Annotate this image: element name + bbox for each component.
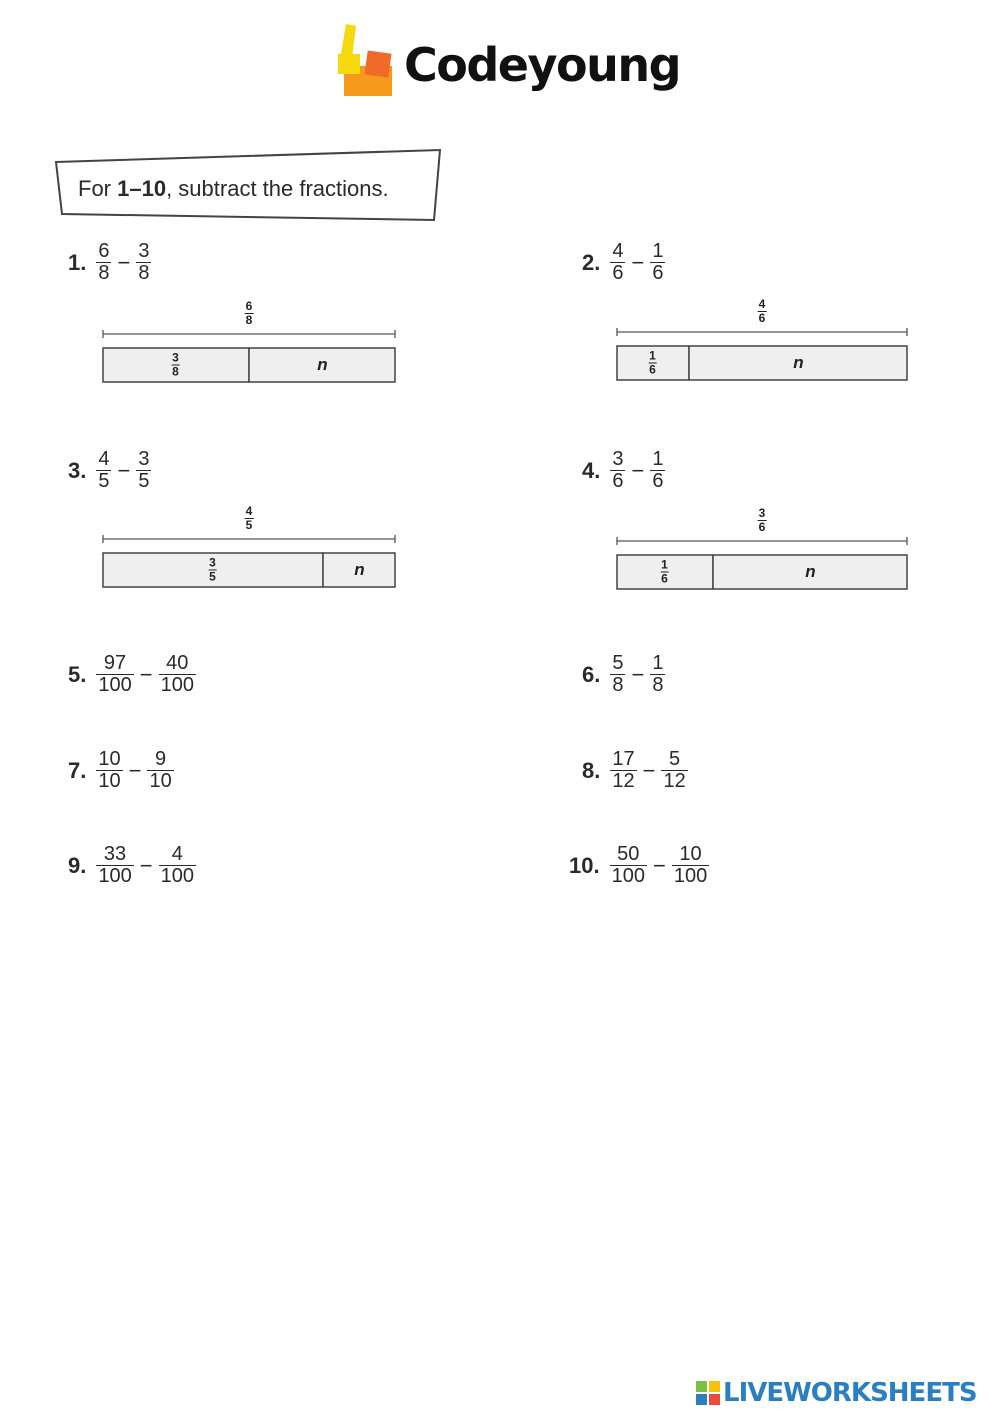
subtrahend-fraction-denominator: 6 [652,470,664,492]
subtrahend-fraction-denominator: 8 [652,674,664,696]
subtrahend-fraction-numerator: 5 [669,748,681,770]
problem-2 [582,241,665,284]
subtrahend-fraction [136,449,151,492]
problem-number: 10. [569,852,600,878]
liveworksheets-footer [695,1377,1000,1411]
minus-sign: − [117,457,131,483]
instruction-banner [54,148,444,223]
subtrahend-fraction [159,844,196,887]
problem-number: 6. [582,661,601,687]
problem-number: 4. [582,457,601,483]
unknown-part-label: n [317,355,328,374]
total-label [245,300,254,327]
subtrahend-fraction-denominator: 10 [149,770,172,792]
subtrahend-fraction-denominator: 8 [138,262,150,284]
problem-number: 9. [68,852,87,878]
known-part-label-numerator: 3 [172,350,179,365]
known-part-label [660,559,669,586]
problem-10 [569,844,709,887]
minuend-fraction-denominator: 10 [98,770,121,792]
footer-brand-text: LIVEWORKSHEETS [723,1378,977,1408]
minuend-fraction-denominator: 100 [611,865,645,887]
problem-1 [68,241,151,284]
subtrahend-fraction-denominator: 6 [652,262,664,284]
problem-number: 8. [582,757,601,783]
minuend-fraction [610,749,636,792]
subtrahend-fraction [159,653,196,696]
minuend-fraction [610,241,625,284]
minuend-fraction-numerator: 10 [98,748,121,770]
unknown-part-label: n [354,560,365,579]
problem-6 [582,653,665,696]
problem-number: 1. [68,249,87,275]
minus-sign: − [117,249,131,275]
subtrahend-fraction-denominator: 12 [663,770,686,792]
minuend-fraction-denominator: 6 [612,262,624,284]
minuend-fraction [96,449,111,492]
minuend-fraction-denominator: 5 [98,470,110,492]
minuend-fraction-denominator: 8 [612,674,624,696]
subtrahend-fraction [650,241,665,284]
unknown-part-label: n [793,353,804,372]
problem-7 [68,749,174,792]
minuend-fraction-numerator: 50 [617,843,640,865]
subtrahend-fraction [147,749,173,792]
known-part-label-denominator: 5 [209,569,216,584]
problem-number: 7. [68,757,87,783]
bar-model-1 [102,300,396,386]
liveworksheets-icon [695,1380,721,1406]
known-part-label-numerator: 3 [209,555,216,570]
minuend-fraction-denominator: 6 [612,470,624,492]
minus-sign: − [652,852,666,878]
subtrahend-fraction-numerator: 9 [155,748,167,770]
codeyoung-logo-mark [336,24,398,100]
total-label [245,505,254,532]
minuend-fraction [96,749,122,792]
minus-sign: − [642,757,656,783]
total-label-numerator: 6 [245,299,253,313]
subtrahend-fraction-numerator: 3 [138,240,150,262]
subtrahend-fraction-numerator: 1 [652,652,664,674]
minus-sign: − [631,661,645,687]
minuend-fraction-numerator: 6 [98,240,110,262]
minuend-fraction-numerator: 17 [612,748,635,770]
problem-4 [582,449,665,492]
minus-sign: − [128,757,142,783]
problem-8 [582,749,688,792]
total-label-denominator: 6 [758,520,766,534]
minuend-fraction [96,241,111,284]
problem-3 [68,449,151,492]
minuend-fraction-denominator: 8 [98,262,110,284]
bar-model-4 [616,507,908,593]
problem-5 [68,653,196,696]
known-part-label [208,557,217,584]
total-label-denominator: 5 [245,518,253,532]
subtrahend-fraction [136,241,151,284]
total-label-denominator: 6 [758,311,766,325]
minus-sign: − [139,852,153,878]
total-label-numerator: 4 [245,504,253,518]
total-label-numerator: 4 [758,297,766,311]
minuend-fraction-denominator: 12 [612,770,635,792]
problem-number: 2. [582,249,601,275]
bar-model-2 [616,298,908,384]
minuend-fraction [610,653,625,696]
instruction-text: For 1–10, subtract the fractions. [78,176,389,201]
minuend-fraction-numerator: 3 [612,448,624,470]
subtrahend-fraction-numerator: 3 [138,448,150,470]
known-part-label-denominator: 6 [649,362,656,377]
known-part-label-denominator: 8 [172,364,179,379]
known-part-label-numerator: 1 [661,557,668,572]
subtrahend-fraction-denominator: 100 [160,674,194,696]
subtrahend-fraction-denominator: 5 [138,470,150,492]
minuend-fraction-denominator: 100 [98,865,132,887]
subtrahend-fraction-numerator: 10 [679,843,702,865]
minuend-fraction-numerator: 5 [612,652,624,674]
bar-model-3 [102,505,396,591]
codeyoung-logo [336,24,696,104]
total-label-numerator: 3 [758,506,766,520]
logo-text: Codeyoung [404,38,680,92]
total-label [758,507,767,534]
minuend-fraction-numerator: 33 [103,843,127,865]
minuend-fraction [610,449,625,492]
minus-sign: − [631,249,645,275]
problem-9 [68,844,196,887]
minuend-fraction [96,653,133,696]
unknown-part-label: n [805,562,816,581]
subtrahend-fraction-numerator: 1 [652,448,664,470]
minuend-fraction-numerator: 4 [612,240,624,262]
subtrahend-fraction-denominator: 100 [673,865,708,887]
known-part-label [171,352,180,379]
known-part-label-numerator: 1 [649,348,656,363]
known-part-label-denominator: 6 [661,571,668,586]
subtrahend-fraction [650,653,665,696]
minus-sign: − [139,661,153,687]
subtrahend-fraction-numerator: 4 [171,843,183,865]
problem-number: 3. [68,457,87,483]
subtrahend-fraction-numerator: 40 [166,652,189,674]
subtrahend-fraction [661,749,687,792]
subtrahend-fraction [672,844,709,887]
minus-sign: − [631,457,645,483]
minuend-fraction-numerator: 4 [98,448,110,470]
problem-number: 5. [68,661,87,687]
total-label [758,298,767,325]
minuend-fraction [610,844,647,887]
subtrahend-fraction [650,449,665,492]
minuend-fraction-numerator: 97 [103,652,127,674]
minuend-fraction-denominator: 100 [98,674,132,696]
subtrahend-fraction-numerator: 1 [652,240,664,262]
minuend-fraction [96,844,133,887]
known-part-label [648,350,657,377]
total-label-denominator: 8 [245,313,253,327]
subtrahend-fraction-denominator: 100 [160,865,194,887]
